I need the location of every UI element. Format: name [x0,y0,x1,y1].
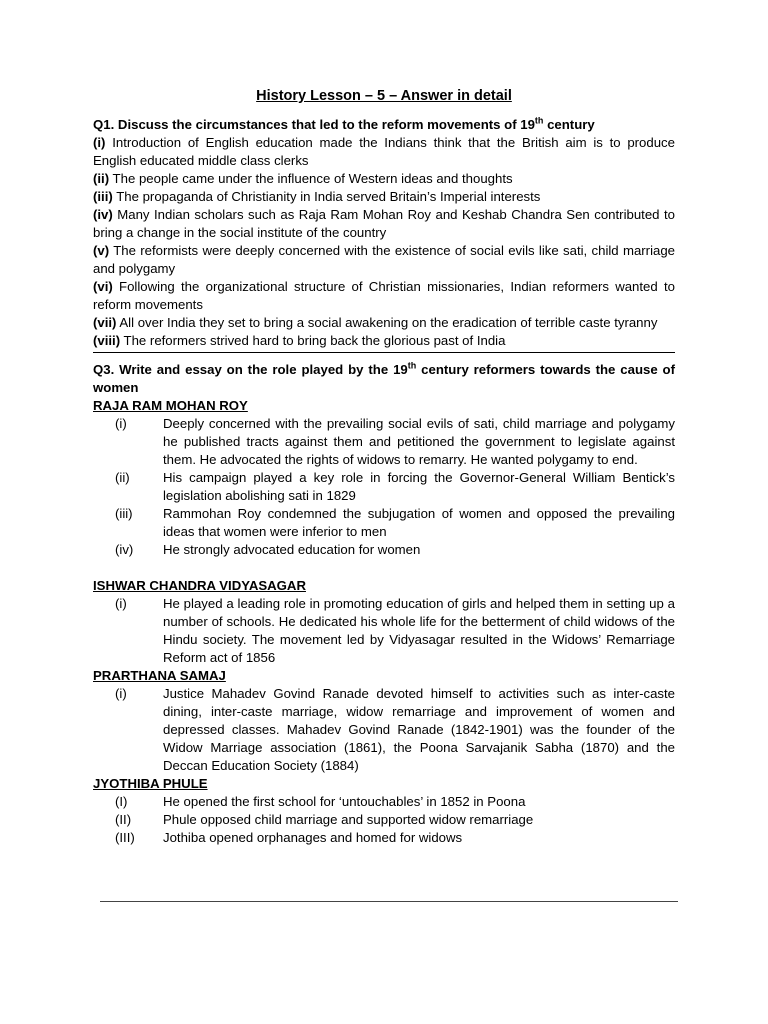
list-item [93,505,675,541]
item-text: Justice Mahadev Govind Ranade devoted himself to activities such as inter-caste dining, inter-caste marriage, widow remarriage and improvement of women and depressed classes. Mahadev Govind Ranade (1842-1901) was the founder of the Widow Marriage association (1861), the Poona Sarvajanik Sabha (1870) and the Deccan Education Society (1884) [163,686,675,773]
q3-question [93,361,675,397]
answer-text: The reformists were deeply concerned with the existence of social evils like sati, child marriage and polygamy [93,243,675,276]
item-number: (i) [115,416,127,431]
answer-label: (v) [93,243,110,258]
item-number: (II) [115,812,132,827]
document-content [93,86,675,847]
item-text: He opened the first school for ‘untouchables’ in 1852 in Poona [163,794,526,809]
q1-answer-7 [93,314,675,332]
answer-text: All over India they set to bring a social awakening on the eradication of terrible caste tyranny [116,315,658,330]
section-heading-raja-ram-mohan-roy: RAJA RAM MOHAN ROY [93,398,248,413]
list-item [93,685,675,775]
list-item [93,415,675,469]
list-item [93,595,675,667]
section-divider [93,352,675,353]
q1-question-sup: th [534,115,544,126]
item-number: (i) [115,686,127,701]
item-text: He played a leading role in promoting education of girls and helped them in setting up a number of schools. He dedicated his whole life for the betterment of child widows of the Hindu society. The movement led by Vidyasagar resulted in the Widows’ Remarriage Reform act of 1856 [163,596,675,665]
q1-question-text-end: century [543,117,595,132]
q1-answer-8 [93,332,675,350]
item-text: Phule opposed child marriage and supported widow remarriage [163,812,534,827]
item-text: Deeply concerned with the prevailing social evils of sati, child marriage and polygamy he published tracts against them and petitioned the government to legislate against them. He advocated the rights of widows to remarry. He wanted polygamy to end. [163,416,675,467]
answer-text: Following the organizational structure of Christian missionaries, Indian reformers wanted to reform movements [93,279,675,312]
answer-text: The propaganda of Christianity in India served Britain’s Imperial interests [112,189,541,204]
q1-answer-3 [93,188,675,206]
item-number: (I) [115,794,128,809]
item-text: Rammohan Roy condemned the subjugation of women and opposed the prevailing ideas that women were inferior to men [163,506,675,539]
answer-label: (i) [93,135,106,150]
answer-label: (vi) [93,279,113,294]
list-item [93,829,675,847]
spacer [93,559,675,577]
q1-question [93,116,675,134]
page-title: History Lesson – 5 – Answer in detail [256,88,512,104]
q3-question-sup: th [407,360,417,371]
q1-question-text: Q1. Discuss the circumstances that led to the reform movements of 19 [93,117,535,132]
section-heading-prarthana-samaj: PRARTHANA SAMAJ [93,668,226,683]
answer-label: (iii) [93,189,113,204]
q1-answer-4 [93,206,675,242]
q3-question-text: Q3. Write and essay on the role played by the 19 [93,362,408,377]
list-item [93,811,675,829]
q3-question-text-end: century reformers towards the cause of women [93,362,676,395]
answer-label: (iv) [93,207,113,222]
item-text: His campaign played a key role in forcing the Governor-General William Bentick’s legislation abolishing sati in 1829 [163,470,675,503]
item-number: (iv) [115,542,134,557]
q1-answer-6 [93,278,675,314]
q1-answer-5 [93,242,675,278]
section-heading-jyothiba-phule: JYOTHIBA PHULE [93,776,208,791]
answer-label: (ii) [93,171,110,186]
item-number: (ii) [115,470,130,485]
list-item [93,793,675,811]
q1-answer-1 [93,134,675,170]
q1-answer-2 [93,170,675,188]
answer-text: The people came under the influence of Western ideas and thoughts [109,171,513,186]
item-number: (iii) [115,506,133,521]
item-text: Jothiba opened orphanages and homed for widows [163,830,463,845]
answer-text: Many Indian scholars such as Raja Ram Mohan Roy and Keshab Chandra Sen contributed to bring a change in the social institute of the country [93,207,675,240]
answer-label: (vii) [93,315,117,330]
answer-label: (viii) [93,333,121,348]
answer-text: The reformers strived hard to bring back the glorious past of India [120,333,506,348]
item-number: (i) [115,596,127,611]
section-heading-ishwar-chandra-vidyasagar: ISHWAR CHANDRA VIDYASAGAR [93,578,306,593]
list-item [93,541,675,559]
list-item [93,469,675,505]
answer-text: Introduction of English education made the Indians think that the British aim is to produce English educated middle class clerks [93,135,675,168]
item-number: (III) [115,830,135,845]
item-text: He strongly advocated education for women [163,542,421,557]
footer-divider [100,901,678,902]
